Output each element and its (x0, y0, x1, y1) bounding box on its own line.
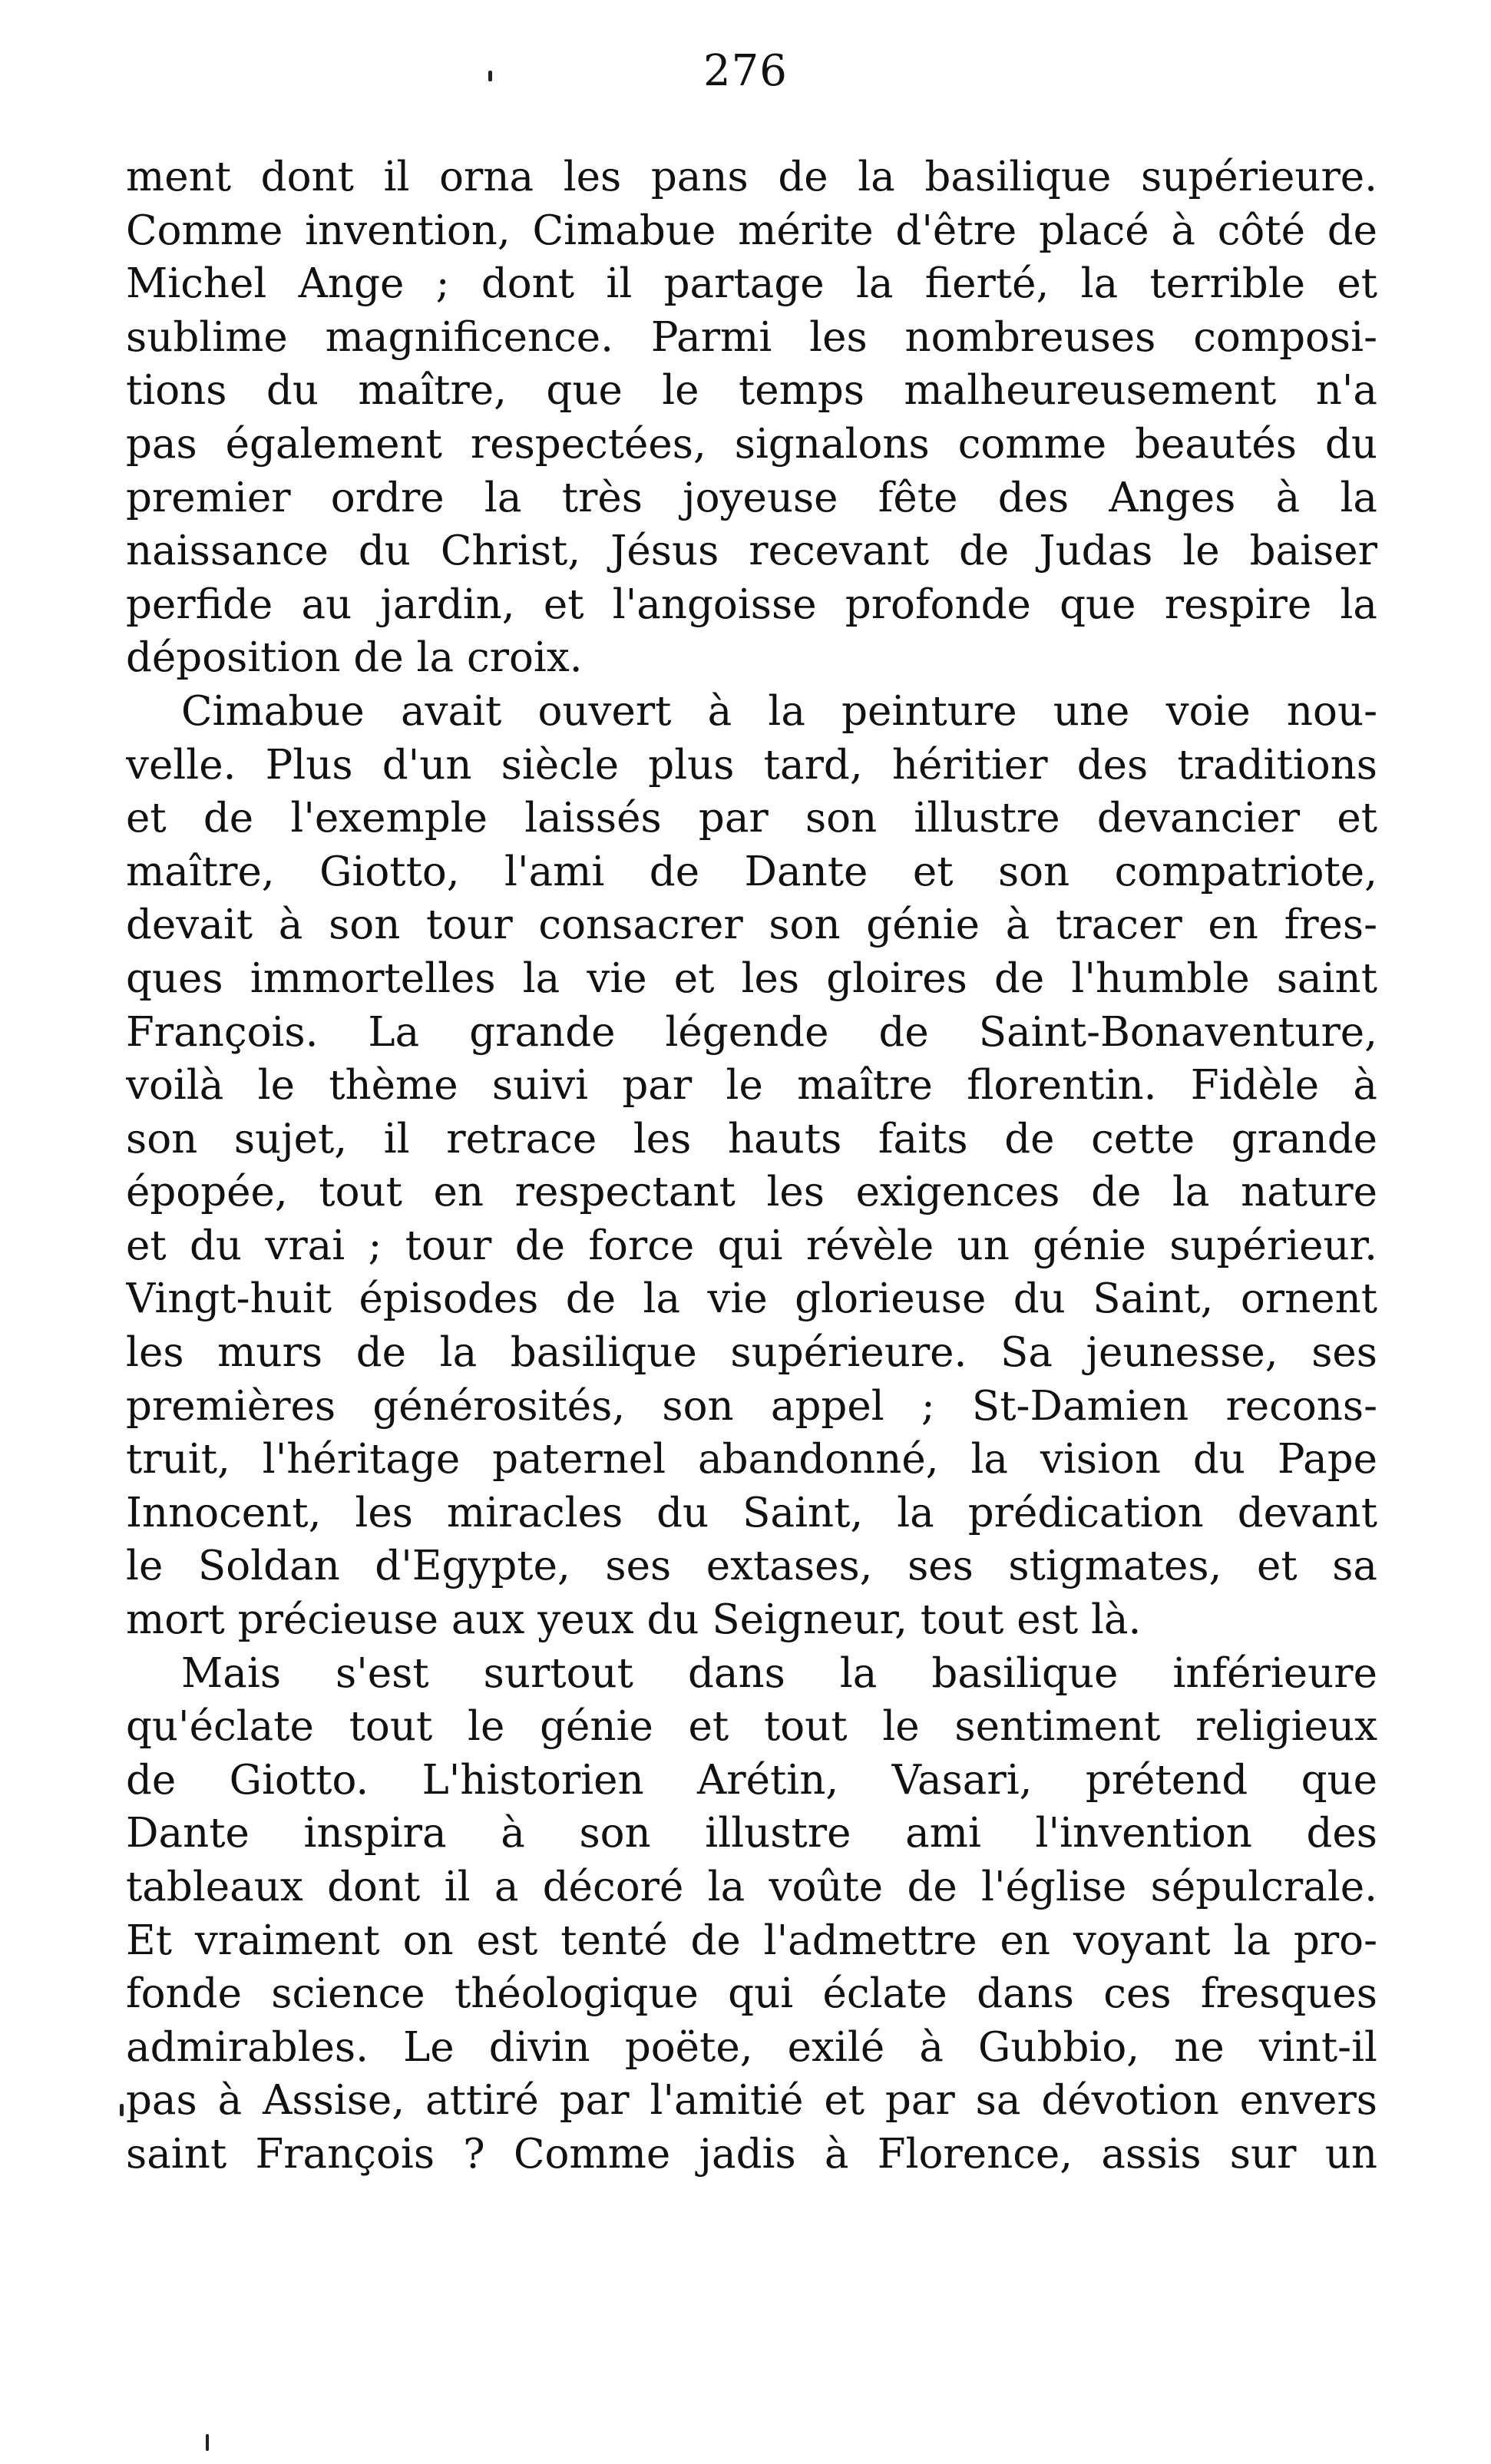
text-line: les murs de la basilique supérieure. Sa jeunesse, ses (126, 1329, 1377, 1377)
text-line: tions du maître, que le temps malheureusement n'a (126, 367, 1377, 415)
text-line: perfide au jardin, et l'angoisse profonde que respire la (126, 580, 1377, 628)
text-line: premières générosités, son appel ; St-Damien recons- (126, 1382, 1377, 1430)
text-line: pas à Assise, attiré par l'amitié et par sa dévotion envers (126, 2077, 1377, 2125)
text-line: Cimabue avait ouvert à la peinture une voie nou- (181, 687, 1377, 735)
text-line: et de l'exemple laissés par son illustre devancier et (126, 795, 1377, 842)
text-line: sublime magnificence. Parmi les nombreuses composi- (126, 313, 1377, 361)
text-line: Michel Ange ; dont il partage la fierté, la terrible et (126, 260, 1377, 308)
text-line: maître, Giotto, l'ami de Dante et son compatriote, (126, 848, 1377, 895)
text-line: son sujet, il retrace les hauts faits de cette grande (126, 1115, 1377, 1163)
text-line: Vingt-huit épisodes de la vie glorieuse du Saint, ornent (126, 1275, 1377, 1323)
text-line: déposition de la croix. (126, 634, 583, 682)
text-line: velle. Plus d'un siècle plus tard, héritier des traditions (126, 741, 1377, 789)
text-line: Innocent, les miracles du Saint, la prédication devant (126, 1489, 1377, 1536)
text-line: et du vrai ; tour de force qui révèle un génie supérieur. (126, 1222, 1377, 1269)
paragraph-1 (126, 150, 1377, 685)
text-line: pas également respectées, signalons comme beautés du (126, 420, 1377, 468)
text-line: voilà le thème suivi par le maître florentin. Fidèle à (126, 1062, 1377, 1110)
text-line: le Soldan d'Egypte, ses extases, ses stigmates, et sa (126, 1543, 1377, 1590)
text-line: Comme invention, Cimabue mérite d'être placé à côté de (126, 207, 1377, 254)
text-line: qu'éclate tout le génie et tout le sentiment religieux (126, 1703, 1377, 1751)
scan-speck (488, 71, 492, 81)
text-line: truit, l'héritage paternel abandonné, la vision du Pape (126, 1436, 1377, 1483)
text-line: Mais s'est surtout dans la basilique inférieure (181, 1649, 1377, 1697)
body-text (126, 150, 1377, 2181)
text-line: François. La grande légende de Saint-Bonaventure, (126, 1008, 1377, 1056)
text-line: de Giotto. L'historien Arétin, Vasari, prétend que (126, 1756, 1377, 1804)
text-line: tableaux dont il a décoré la voûte de l'église sépulcrale. (126, 1864, 1377, 1910)
paragraph-3 (126, 1647, 1377, 2181)
text-line: devait à son tour consacrer son génie à tracer en fres- (126, 901, 1377, 949)
text-line: ment dont il orna les pans de la basilique supérieure. (126, 154, 1377, 200)
scan-speck (206, 2434, 209, 2451)
page-number: 276 (703, 46, 788, 96)
text-line: saint François ? Comme jadis à Florence, assis sur un (126, 2130, 1377, 2178)
text-line: Dante inspira à son illustre ami l'invention des (126, 1810, 1377, 1857)
text-line: mort précieuse aux yeux du Seigneur, tout est là. (126, 1596, 1142, 1644)
text-line: Et vraiment on est tenté de l'admettre en voyant la pro- (126, 1917, 1377, 1964)
text-line: naissance du Christ, Jésus recevant de Judas le baiser (126, 528, 1377, 575)
text-line: premier ordre la très joyeuse fête des Anges à la (126, 474, 1377, 521)
text-line: fonde science théologique qui éclate dans ces fresques (126, 1970, 1377, 2018)
text-line: admirables. Le divin poëte, exilé à Gubbio, ne vint-il (126, 2023, 1377, 2071)
scan-speck (120, 2104, 124, 2116)
text-line: ques immortelles la vie et les gloires de l'humble saint (126, 954, 1377, 1002)
paragraph-2 (126, 685, 1377, 1647)
text-line: épopée, tout en respectant les exigences de la nature (126, 1169, 1377, 1216)
